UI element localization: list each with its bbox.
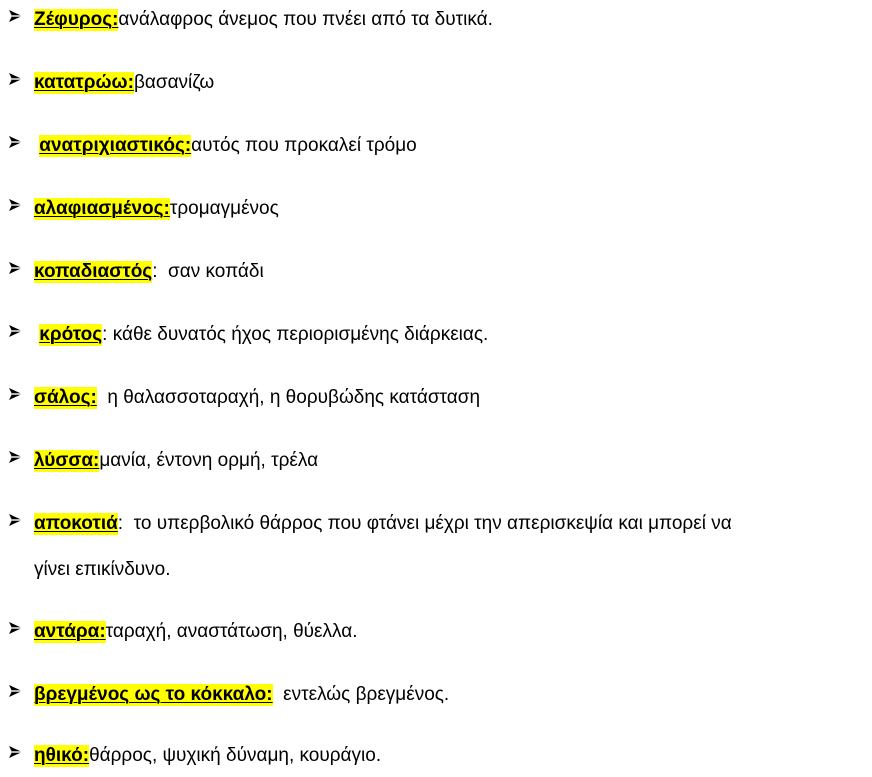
arrowhead-bullet-icon — [8, 72, 34, 88]
glossary-term: Ζέφυρος: — [34, 9, 119, 30]
glossary-term: αντάρα: — [34, 621, 106, 642]
glossary-entry — [8, 513, 866, 581]
glossary-definition: η θαλασσοταραχή, η θορυβώδης κατάσταση — [96, 387, 481, 408]
glossary-term: λύσσα: — [34, 450, 100, 471]
glossary-definition: θάρρος, ψυχική δύναμη, κουράγιο. — [89, 745, 382, 766]
glossary-entry — [8, 72, 866, 94]
arrowhead-bullet-icon — [8, 324, 34, 340]
arrowhead-bullet-icon — [8, 261, 34, 277]
glossary-definition: μανία, έντονη ορμή, τρέλα — [99, 450, 319, 471]
arrowhead-bullet-icon — [8, 387, 34, 403]
glossary-term: κρότος — [39, 324, 103, 345]
glossary-definition: τρομαγμένος — [169, 198, 279, 219]
arrowhead-bullet-icon — [8, 513, 34, 529]
glossary-entry — [8, 621, 866, 643]
arrowhead-bullet-icon — [8, 621, 34, 637]
glossary-entry — [8, 261, 866, 283]
glossary-term: αλαφιασμένος: — [34, 198, 170, 219]
glossary-definition-continuation: γίνει επικίνδυνο. — [34, 559, 171, 580]
glossary-term: κοπαδιαστός — [34, 261, 153, 282]
glossary-term: ανατριχιαστικός: — [39, 135, 192, 156]
glossary-term: αποκοτιά — [34, 513, 118, 534]
glossary-entry — [8, 450, 866, 472]
glossary-entry — [8, 324, 866, 346]
glossary-entry — [8, 9, 866, 31]
glossary-definition: βασανίζω — [133, 72, 215, 93]
glossary-definition: : το υπερβολικό θάρρος που φτάνει μέχρι την απερισκεψία και μπορεί να — [117, 513, 732, 534]
glossary-definition: εντελώς βρεγμένος. — [272, 684, 450, 705]
glossary-definition: : κάθε δυνατός ήχος περιορισμένης διάρκειας. — [102, 324, 489, 345]
glossary-term: ηθικό: — [34, 745, 90, 766]
glossary-entry — [8, 387, 866, 409]
glossary-definition: ανάλαφρος άνεμος που πνέει από τα δυτικά. — [118, 9, 493, 30]
arrowhead-bullet-icon — [8, 684, 34, 700]
glossary-term: σάλος: — [34, 387, 97, 408]
glossary-term: κατατρώω: — [34, 72, 134, 93]
glossary-definition: αυτός που προκαλεί τρόμο — [191, 135, 417, 156]
glossary-term: βρεγμένος ως το κόκκαλο: — [34, 684, 273, 705]
arrowhead-bullet-icon — [8, 745, 34, 761]
glossary-entry — [8, 198, 866, 220]
arrowhead-bullet-icon — [8, 450, 34, 466]
glossary-entry — [8, 745, 866, 767]
glossary-definition: ταραχή, αναστάτωση, θύελλα. — [105, 621, 358, 642]
glossary-entry — [8, 135, 866, 157]
arrowhead-bullet-icon — [8, 9, 34, 25]
arrowhead-bullet-icon — [8, 198, 34, 214]
arrowhead-bullet-icon — [8, 135, 34, 151]
glossary-definition: : σαν κοπάδι — [152, 261, 264, 282]
glossary-entry — [8, 684, 866, 706]
